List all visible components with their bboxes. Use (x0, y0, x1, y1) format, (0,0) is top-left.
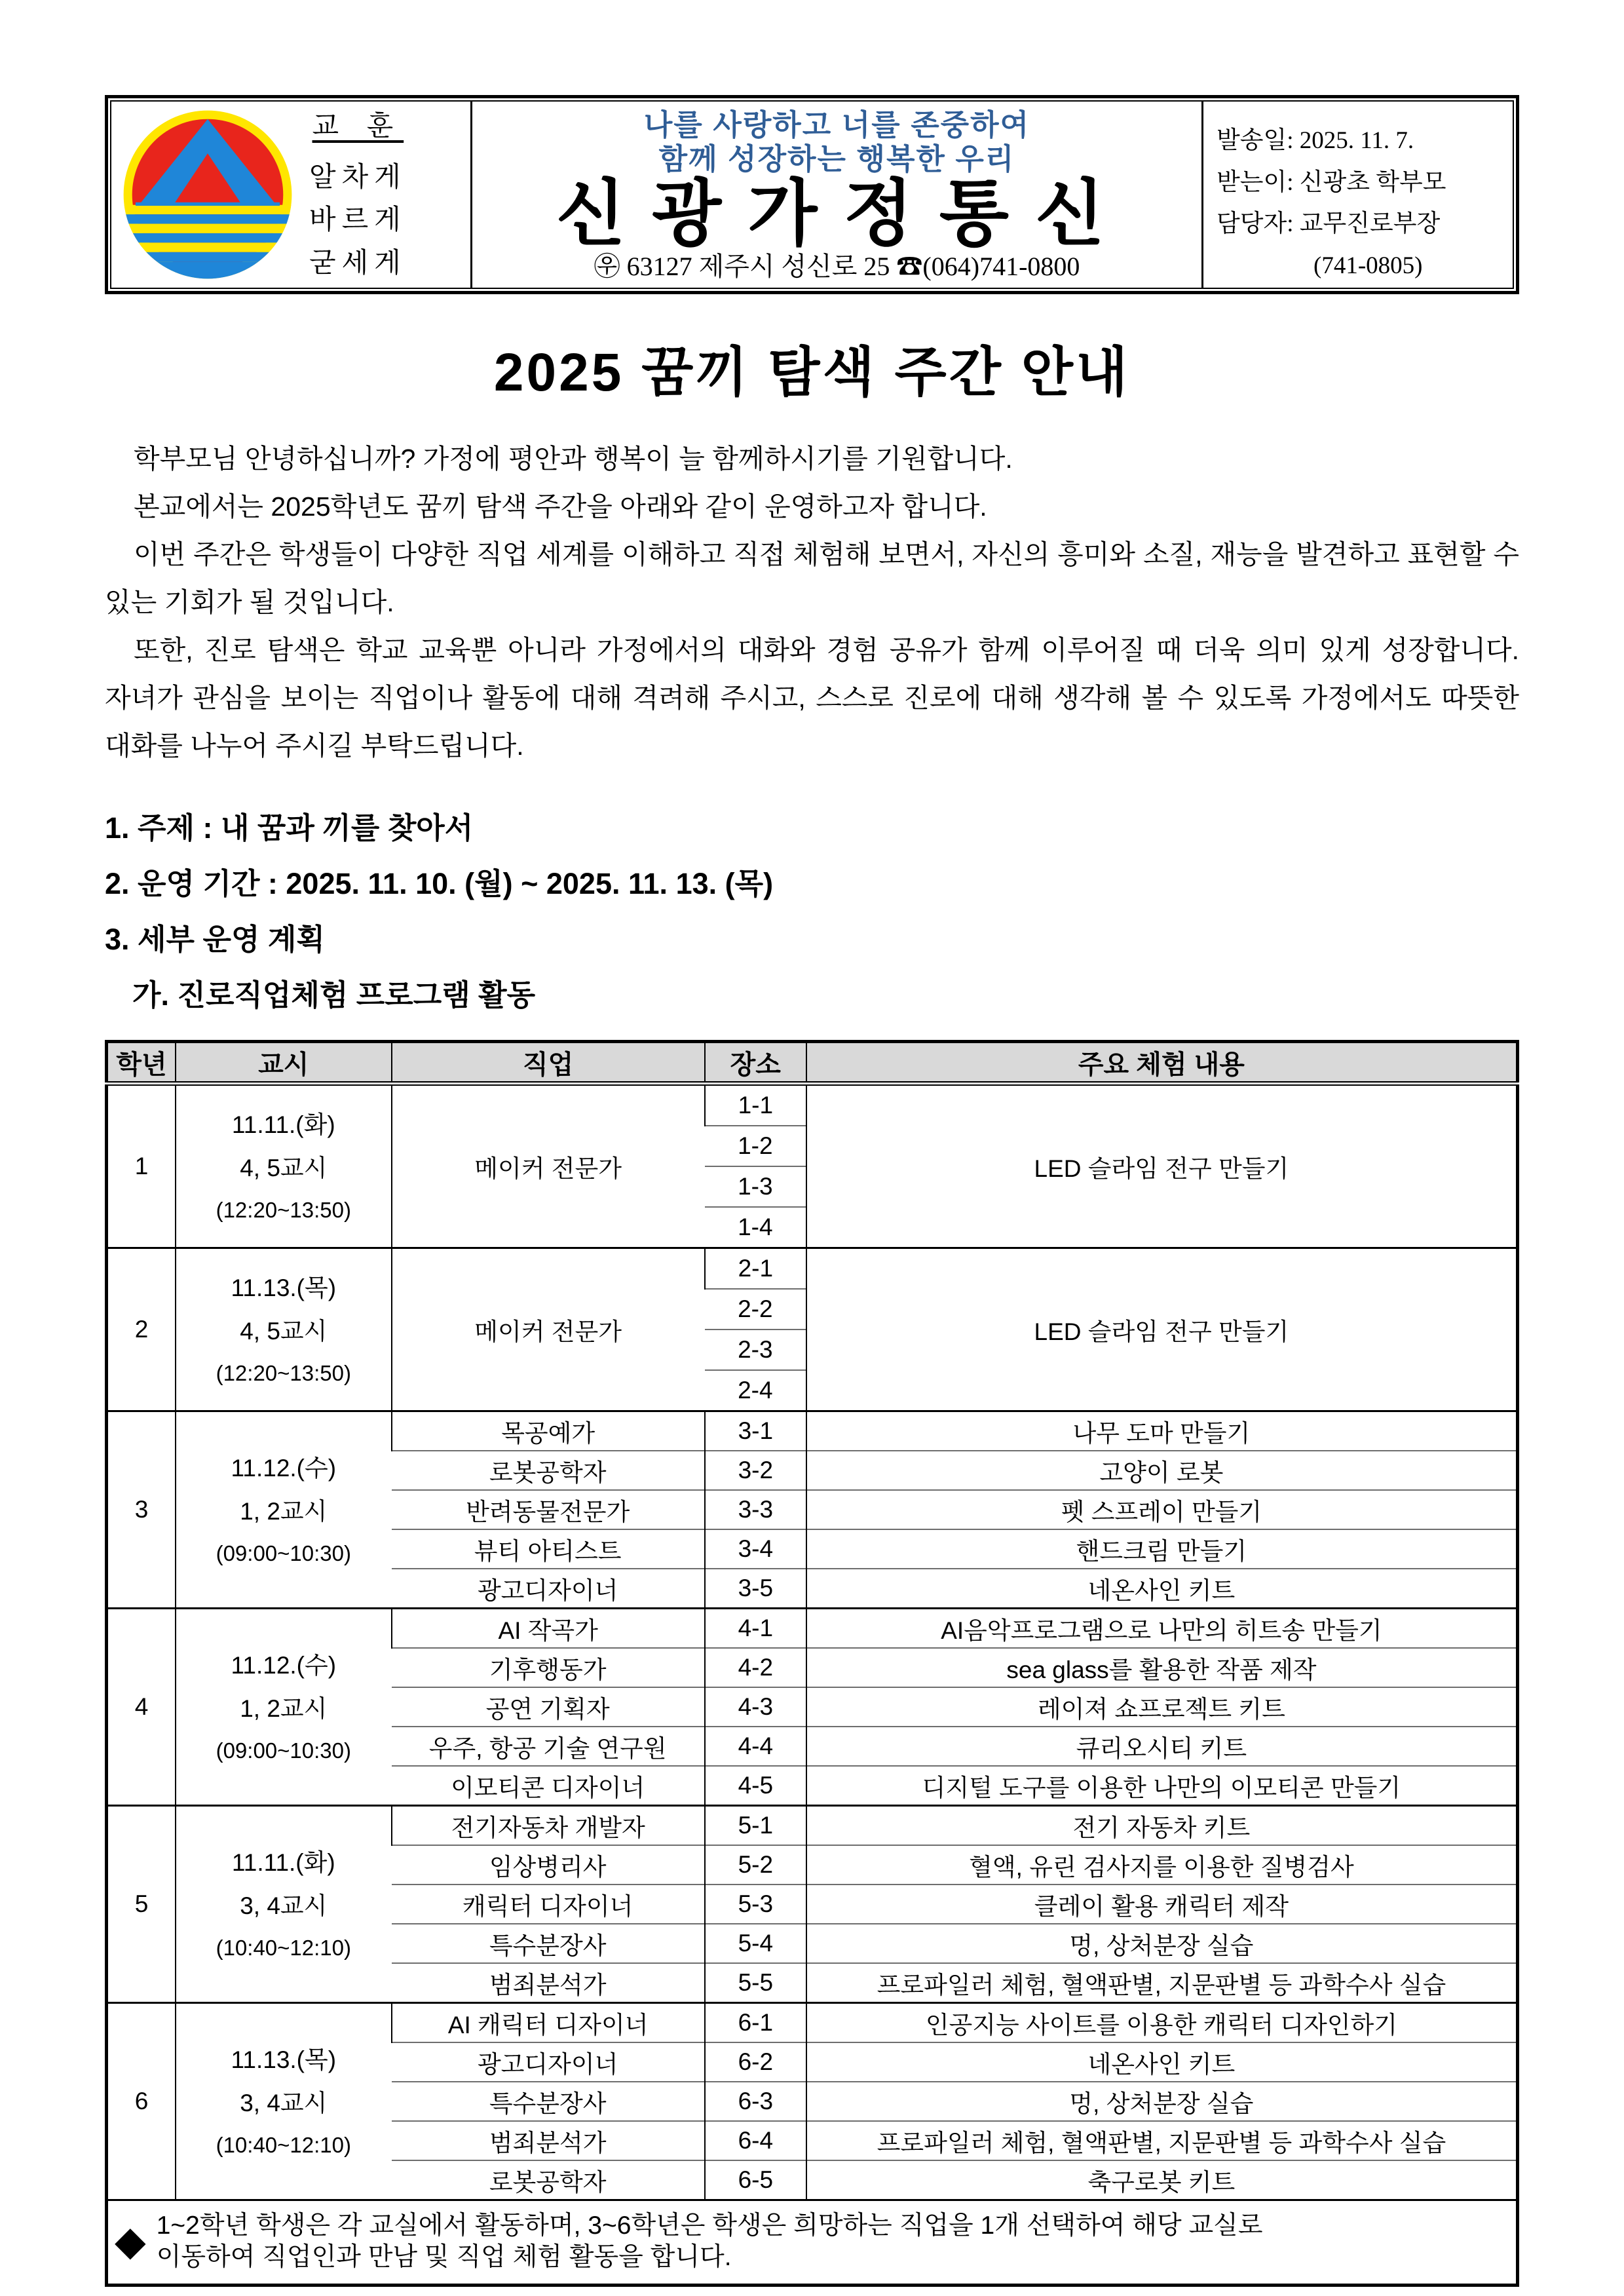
paragraph: 이번 주간은 학생들이 다양한 직업 세계를 이해하고 직접 체험해 보면서, 자신의 흥미와 소질, 재능을 발견하고 표현할 수 있는 기회가 될 것입니다. (105, 539, 1519, 617)
job-cell: 광고디자이너 (392, 2042, 705, 2082)
job-cell: 범죄분석가 (392, 1963, 705, 2003)
masthead-inner (110, 100, 1514, 289)
place-cell: 6-5 (705, 2160, 806, 2200)
job-cell: 캐릭터 디자이너 (392, 1885, 705, 1924)
grade-cell: 1 (107, 1084, 176, 1248)
content-cell: LED 슬라임 전구 만들기 (806, 1084, 1518, 1248)
content-cell: 프로파일러 체험, 혈액판별, 지문판별 등 과학수사 실습 (806, 2121, 1518, 2160)
slogan-line: 나를 사랑하고 너를 존중하여 (643, 108, 1030, 142)
paragraph: 또한, 진로 탐색은 학교 교육뿐 아니라 가정에서의 대화와 경험 공유가 함께 이루어질 때 더욱 의미 있게 성장합니다. 자녀가 관심을 보이는 직업이나 활동에 대해 격려해 주시고, 스스로 진로에 대해 생각해 볼 수 있도록 가정에서도 따뜻한 대화를 나누어 주시길 부탁드립니다. (105, 635, 1519, 761)
content-cell: 핸드크림 만들기 (806, 1529, 1518, 1569)
job-cell: 공연 기획자 (392, 1687, 705, 1727)
schedule-cell (176, 1609, 392, 1806)
place-cell: 6-2 (705, 2042, 806, 2082)
masthead-slogan (472, 108, 1201, 176)
header-job: 직업 (392, 1042, 705, 1084)
place-cell: 4-2 (705, 1648, 806, 1687)
content-cell: sea glass를 활용한 작품 제작 (806, 1648, 1518, 1687)
place-cell: 6-1 (705, 2003, 806, 2043)
schedule-line: 1, 2교시 (240, 1498, 328, 1525)
outline-item-topic: 1. 주제 : 내 꿈과 끼를 찾아서 (105, 811, 474, 845)
table-row (107, 1609, 1518, 1649)
content-cell: 혈액, 유린 검사지를 이용한 질병검사 (806, 1845, 1518, 1885)
footnote-text (157, 2210, 1263, 2273)
content-cell: 축구로봇 키트 (806, 2160, 1518, 2200)
schedule-line: (10:40~12:10) (216, 1935, 352, 1960)
motto-line: 알차게 (309, 163, 407, 193)
schedule-table (105, 1040, 1519, 2287)
place-cell: 6-3 (705, 2082, 806, 2121)
content-cell: 펫 스프레이 만들기 (806, 1490, 1518, 1529)
content-cell: 큐리오시티 키트 (806, 1727, 1518, 1766)
job-cell: 메이커 전문가 (392, 1084, 705, 1248)
content-cell: 네온사인 키트 (806, 2042, 1518, 2082)
job-cell: 메이커 전문가 (392, 1248, 705, 1411)
masthead-right-cell (1203, 102, 1513, 288)
schedule-cell (176, 1806, 392, 2003)
job-cell: 목공예가 (392, 1411, 705, 1451)
recipient: 받는이: 신광초 학부모 (1217, 168, 1446, 196)
schedule-line: (10:40~12:10) (216, 2132, 352, 2157)
place-cell: 4-1 (705, 1609, 806, 1649)
table-row (107, 1411, 1518, 1451)
table-row (107, 1806, 1518, 1846)
outline-item-period: 2. 운영 기간 : 2025. 11. 10. (월) ~ 2025. 11. 13. (목) (105, 867, 774, 900)
manager: 담당자: 교무진로부장 (1217, 210, 1441, 238)
header-content: 주요 체험 내용 (806, 1042, 1518, 1084)
schedule-line: 11.11.(화) (231, 1848, 335, 1876)
job-cell: 로봇공학자 (392, 2160, 705, 2200)
schedule-line: 3, 4교시 (240, 1892, 328, 1920)
place-cell: 1-2 (705, 1126, 806, 1166)
job-cell: 범죄분석가 (392, 2121, 705, 2160)
schedule-line: 11.13.(목) (231, 1274, 337, 1301)
job-cell: 전기자동차 개발자 (392, 1806, 705, 1846)
table-row (107, 1084, 1518, 1126)
schedule-line: (09:00~10:30) (216, 1738, 352, 1763)
content-cell: 네온사인 키트 (806, 1569, 1518, 1609)
place-cell: 6-4 (705, 2121, 806, 2160)
slogan-line: 함께 성장하는 행복한 우리 (658, 142, 1015, 176)
schedule-cell (176, 1248, 392, 1411)
grade-cell: 3 (107, 1411, 176, 1609)
send-date: 발송일: 2025. 11. 7. (1217, 127, 1414, 154)
content-cell: 클레이 활용 캐릭터 제작 (806, 1885, 1518, 1924)
school-logo-icon (122, 109, 293, 280)
grade-cell: 5 (107, 1806, 176, 2003)
place-cell: 3-3 (705, 1490, 806, 1529)
header-place: 장소 (705, 1042, 806, 1084)
job-cell: 뷰티 아티스트 (392, 1529, 705, 1569)
outline-item-program: 가. 진로직업체험 프로그램 활동 (132, 978, 536, 1012)
school-motto (309, 104, 407, 284)
job-cell: 우주, 항공 기술 연구원 (392, 1727, 705, 1766)
diamond-bullet-icon: ◆ (115, 2219, 146, 2264)
content-cell: LED 슬라임 전구 만들기 (806, 1248, 1518, 1411)
content-cell: 프로파일러 체험, 혈액판별, 지문판별 등 과학수사 실습 (806, 1963, 1518, 2003)
schedule-line: (12:20~13:50) (216, 1360, 352, 1385)
motto-line: 굳세게 (309, 248, 407, 278)
schedule-line: 4, 5교시 (240, 1155, 328, 1182)
schedule-line: 3, 4교시 (240, 2090, 328, 2117)
job-cell: 기후행동가 (392, 1648, 705, 1687)
content-cell: 멍, 상처분장 실습 (806, 1924, 1518, 1963)
place-cell: 1-3 (705, 1166, 806, 1207)
place-cell: 5-4 (705, 1924, 806, 1963)
schedule-cell (176, 2003, 392, 2200)
grade-cell: 4 (107, 1609, 176, 1806)
place-cell: 2-3 (705, 1330, 806, 1370)
content-cell: 디지털 도구를 이용한 나만의 이모티콘 만들기 (806, 1766, 1518, 1806)
newsletter-name: 신광가정통신 (556, 174, 1131, 255)
outline-item-plan: 3. 세부 운영 계획 (105, 923, 325, 956)
place-cell: 1-4 (705, 1207, 806, 1248)
place-cell: 5-5 (705, 1963, 806, 2003)
paragraph: 본교에서는 2025학년도 꿈끼 탐색 주간을 아래와 같이 운영하고자 합니다. (134, 491, 987, 522)
content-cell: 고양이 로봇 (806, 1451, 1518, 1490)
schedule-line: (09:00~10:30) (216, 1540, 352, 1565)
grade-cell: 2 (107, 1248, 176, 1411)
place-cell: 5-1 (705, 1806, 806, 1846)
place-cell: 2-4 (705, 1370, 806, 1411)
content-cell: 레이져 쇼프로젝트 키트 (806, 1687, 1518, 1727)
place-cell: 5-2 (705, 1845, 806, 1885)
job-cell: 특수분장사 (392, 1924, 705, 1963)
greeting-paragraphs (105, 435, 1519, 770)
masthead-left-cell (111, 102, 472, 288)
schedule-line: 1, 2교시 (240, 1695, 328, 1723)
header-grade: 학년 (107, 1042, 176, 1084)
table-row (107, 1248, 1518, 1290)
content-cell: 인공지능 사이트를 이용한 캐릭터 디자인하기 (806, 2003, 1518, 2043)
job-cell: 로봇공학자 (392, 1451, 705, 1490)
header-period: 교시 (176, 1042, 392, 1084)
place-cell: 2-1 (705, 1248, 806, 1290)
content-cell: AI음악프로그램으로 나만의 히트송 만들기 (806, 1609, 1518, 1649)
content-cell: 나무 도마 만들기 (806, 1411, 1518, 1451)
job-cell: 이모티콘 디자이너 (392, 1766, 705, 1806)
masthead (105, 95, 1519, 294)
masthead-center-cell (472, 102, 1203, 288)
manager-phone: (741-0805) (1313, 252, 1423, 279)
schedule-line: 11.12.(수) (231, 1651, 337, 1679)
place-cell: 1-1 (705, 1084, 806, 1126)
schedule-cell (176, 1411, 392, 1609)
schedule-line: 11.11.(화) (231, 1111, 335, 1138)
job-cell: AI 작곡가 (392, 1609, 705, 1649)
paragraph: 학부모님 안녕하십니까? 가정에 평안과 행복이 늘 함께하시기를 기원합니다. (134, 444, 1013, 474)
place-cell: 3-1 (705, 1411, 806, 1451)
job-cell: 반려동물전문가 (392, 1490, 705, 1529)
motto-title: 교 훈 (312, 111, 404, 142)
job-cell: AI 캐릭터 디자이너 (392, 2003, 705, 2043)
place-cell: 3-2 (705, 1451, 806, 1490)
table-row (107, 2003, 1518, 2043)
place-cell: 4-4 (705, 1727, 806, 1766)
job-cell: 특수분장사 (392, 2082, 705, 2121)
schedule-cell (176, 1084, 392, 1248)
place-cell: 3-5 (705, 1569, 806, 1609)
content-cell: 전기 자동차 키트 (806, 1806, 1518, 1846)
schedule-line: 11.13.(목) (231, 2046, 337, 2073)
table-footnote-row (107, 2200, 1518, 2286)
schedule-line: 11.12.(수) (231, 1454, 337, 1482)
footnote-cell (107, 2200, 1518, 2286)
place-cell: 4-3 (705, 1687, 806, 1727)
content-cell: 멍, 상처분장 실습 (806, 2082, 1518, 2121)
job-cell: 임상병리사 (392, 1845, 705, 1885)
footnote-line: 1~2학년 학생은 각 교실에서 활동하며, 3~6학년은 학생은 희망하는 직업을 1개 선택하여 해당 교실로 (156, 2211, 1263, 2240)
outline-section (105, 800, 1519, 1023)
schedule-line: 4, 5교시 (240, 1318, 328, 1345)
motto-line: 바르게 (309, 205, 407, 236)
place-cell: 3-4 (705, 1529, 806, 1569)
schedule-line: (12:20~13:50) (216, 1197, 352, 1222)
school-address: ㉾ 63127 제주시 성신로 25 ☎(064)741-0800 (594, 251, 1080, 281)
table-header-row (107, 1042, 1518, 1084)
grade-cell: 6 (107, 2003, 176, 2200)
place-cell: 5-3 (705, 1885, 806, 1924)
place-cell: 2-2 (705, 1289, 806, 1330)
job-cell: 광고디자이너 (392, 1569, 705, 1609)
place-cell: 4-5 (705, 1766, 806, 1806)
page-title: 2025 꿈끼 탐색 주간 안내 (493, 343, 1131, 402)
footnote-line: 이동하여 직업인과 만남 및 직업 체험 활동을 합니다. (156, 2243, 732, 2271)
